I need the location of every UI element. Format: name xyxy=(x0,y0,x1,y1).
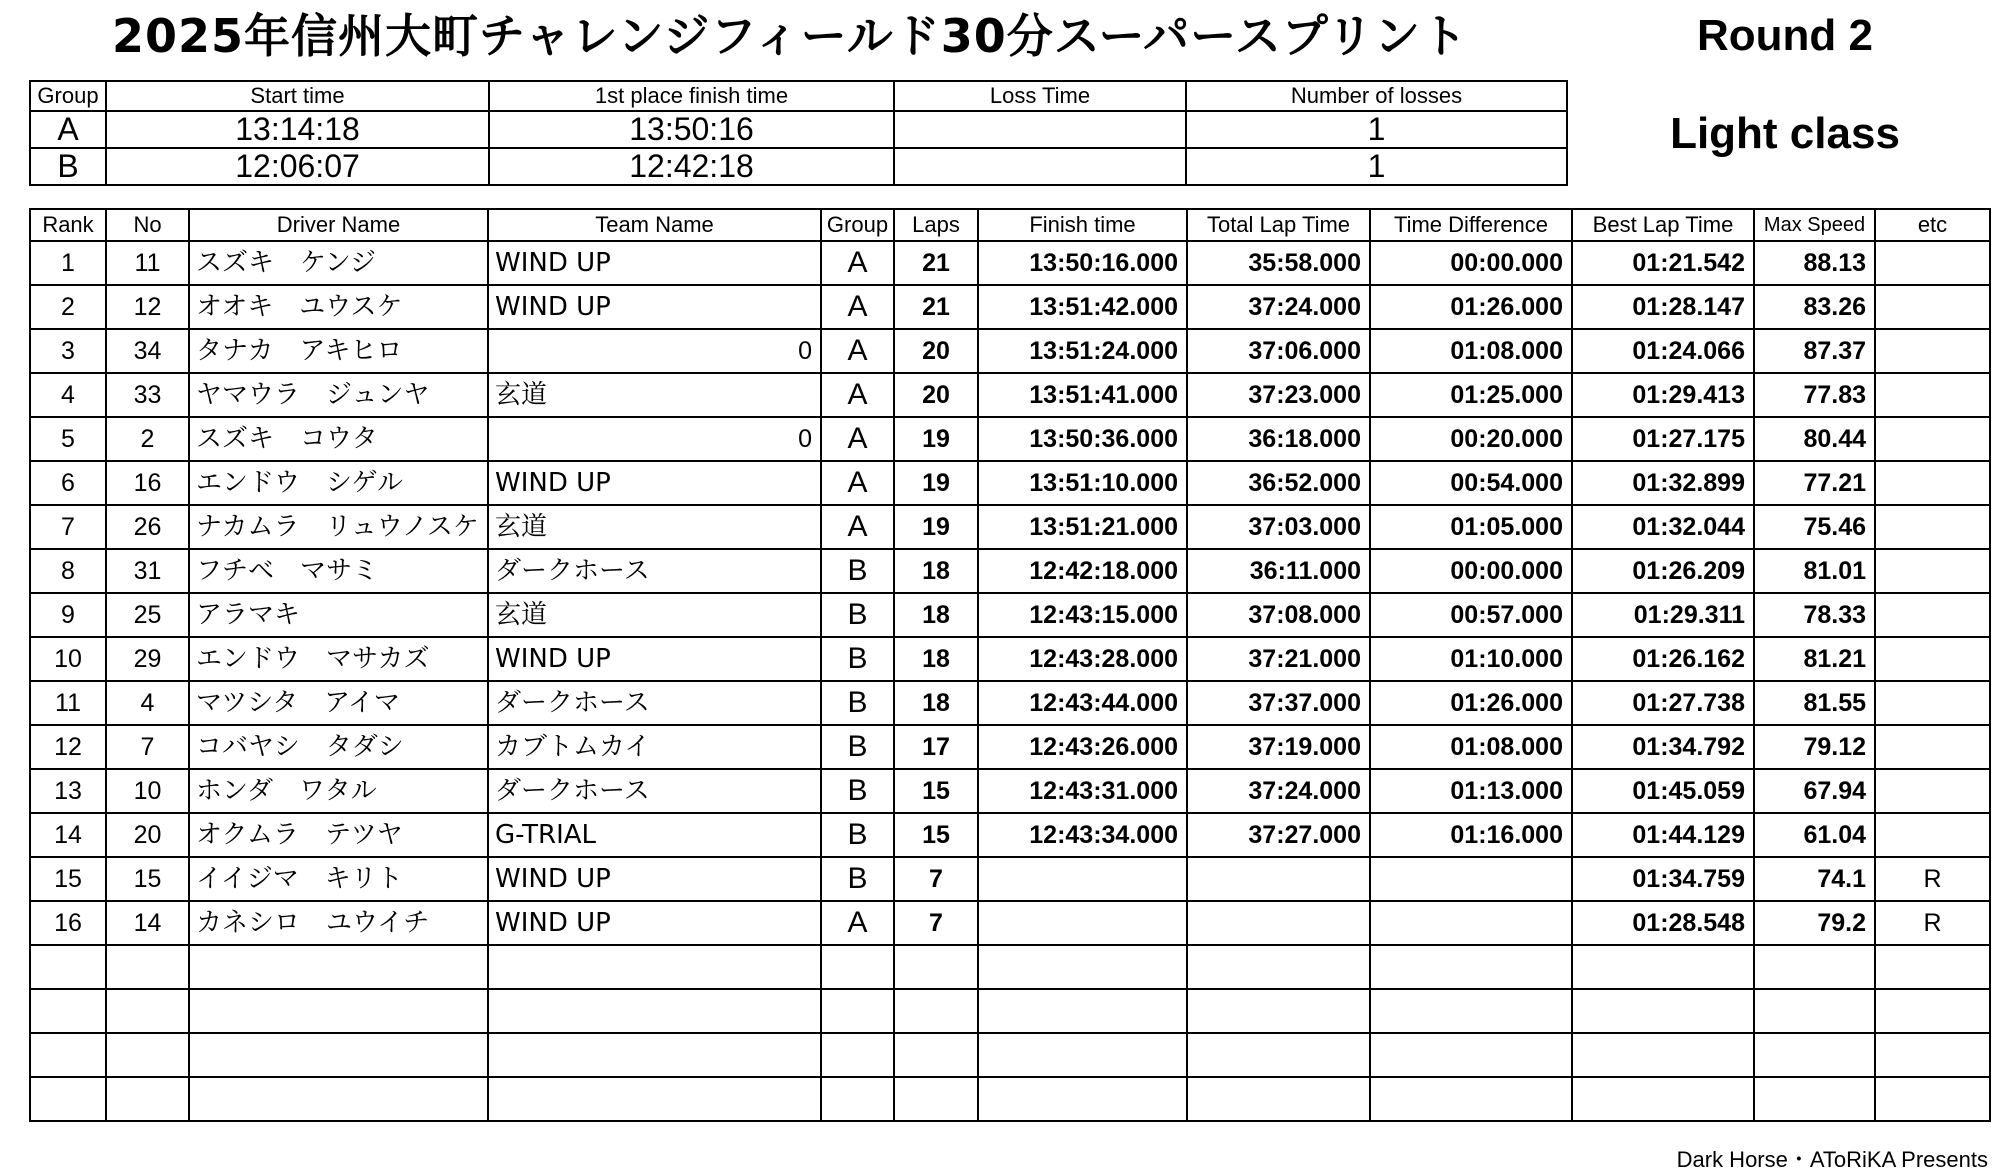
cell-etc xyxy=(1875,505,1990,549)
cell-total: 37:37.000 xyxy=(1187,681,1370,725)
table-row xyxy=(30,241,1990,285)
info-row xyxy=(30,148,1567,185)
table-row xyxy=(30,813,1990,857)
cell-best: 01:34.792 xyxy=(1572,725,1754,769)
cell-etc xyxy=(1875,725,1990,769)
cell-total: 36:18.000 xyxy=(1187,417,1370,461)
cell-etc xyxy=(1875,417,1990,461)
cell-laps: 20 xyxy=(894,329,978,373)
cell-best: 01:26.162 xyxy=(1572,637,1754,681)
cell-laps: 15 xyxy=(894,813,978,857)
cell-rank: 6 xyxy=(30,461,106,505)
cell-group: B xyxy=(821,857,894,901)
info-first-finish: 12:42:18 xyxy=(489,148,894,185)
cell-no: 12 xyxy=(106,285,189,329)
cell-total: 35:58.000 xyxy=(1187,241,1370,285)
empty-cell xyxy=(30,1077,106,1121)
empty-row xyxy=(30,989,1990,1033)
table-row xyxy=(30,725,1990,769)
cell-total: 37:06.000 xyxy=(1187,329,1370,373)
cell-rank: 5 xyxy=(30,417,106,461)
cell-group: B xyxy=(821,813,894,857)
cell-diff xyxy=(1370,857,1572,901)
footer-credit: Dark Horse・AToRiKA Presents xyxy=(1676,1147,1988,1172)
cell-laps: 18 xyxy=(894,593,978,637)
empty-cell xyxy=(488,945,821,989)
cell-rank: 3 xyxy=(30,329,106,373)
info-loss-time xyxy=(894,148,1186,185)
cell-finish: 12:43:28.000 xyxy=(978,637,1187,681)
cell-team: カブトムカイ xyxy=(488,725,821,769)
cell-no: 7 xyxy=(106,725,189,769)
cell-finish: 12:43:15.000 xyxy=(978,593,1187,637)
cell-driver: エンドウ シゲル xyxy=(189,461,488,505)
cell-finish: 12:43:31.000 xyxy=(978,769,1187,813)
cell-total xyxy=(1187,901,1370,945)
cell-group: B xyxy=(821,769,894,813)
cell-speed: 67.94 xyxy=(1754,769,1875,813)
header-driver: Driver Name xyxy=(189,209,488,241)
cell-driver: エンドウ マサカズ xyxy=(189,637,488,681)
empty-cell xyxy=(106,945,189,989)
cell-team: WIND UP xyxy=(488,857,821,901)
cell-speed: 81.21 xyxy=(1754,637,1875,681)
cell-driver: マツシタ アイマ xyxy=(189,681,488,725)
empty-cell xyxy=(488,1077,821,1121)
cell-total: 37:24.000 xyxy=(1187,285,1370,329)
cell-diff: 00:00.000 xyxy=(1370,549,1572,593)
cell-diff: 01:08.000 xyxy=(1370,725,1572,769)
cell-best: 01:26.209 xyxy=(1572,549,1754,593)
cell-group: A xyxy=(821,329,894,373)
cell-etc xyxy=(1875,285,1990,329)
table-row xyxy=(30,329,1990,373)
cell-etc xyxy=(1875,329,1990,373)
cell-no: 29 xyxy=(106,637,189,681)
info-group: B xyxy=(30,148,106,185)
cell-total: 36:52.000 xyxy=(1187,461,1370,505)
cell-driver: ホンダ ワタル xyxy=(189,769,488,813)
empty-cell xyxy=(978,945,1187,989)
table-row xyxy=(30,549,1990,593)
cell-speed: 79.12 xyxy=(1754,725,1875,769)
info-header-start: Start time xyxy=(106,81,489,111)
cell-speed: 77.21 xyxy=(1754,461,1875,505)
header-team: Team Name xyxy=(488,209,821,241)
cell-team: 0 xyxy=(488,329,821,373)
info-header-first-finish: 1st place finish time xyxy=(489,81,894,111)
empty-cell xyxy=(1572,989,1754,1033)
cell-speed: 83.26 xyxy=(1754,285,1875,329)
header-best: Best Lap Time xyxy=(1572,209,1754,241)
empty-cell xyxy=(488,989,821,1033)
info-start-time: 12:06:07 xyxy=(106,148,489,185)
cell-diff: 00:20.000 xyxy=(1370,417,1572,461)
cell-finish: 13:51:24.000 xyxy=(978,329,1187,373)
empty-cell xyxy=(1370,945,1572,989)
cell-etc xyxy=(1875,373,1990,417)
table-row xyxy=(30,681,1990,725)
empty-cell xyxy=(978,1077,1187,1121)
table-row xyxy=(30,593,1990,637)
cell-no: 4 xyxy=(106,681,189,725)
cell-diff: 01:25.000 xyxy=(1370,373,1572,417)
cell-best: 01:28.147 xyxy=(1572,285,1754,329)
empty-cell xyxy=(1875,945,1990,989)
cell-etc xyxy=(1875,769,1990,813)
empty-cell xyxy=(30,989,106,1033)
cell-group: A xyxy=(821,417,894,461)
cell-no: 33 xyxy=(106,373,189,417)
cell-laps: 17 xyxy=(894,725,978,769)
empty-cell xyxy=(30,945,106,989)
cell-speed: 88.13 xyxy=(1754,241,1875,285)
cell-group: A xyxy=(821,373,894,417)
header-group: Group xyxy=(821,209,894,241)
empty-cell xyxy=(1875,1033,1990,1077)
table-row xyxy=(30,461,1990,505)
cell-laps: 7 xyxy=(894,857,978,901)
cell-diff: 01:10.000 xyxy=(1370,637,1572,681)
cell-speed: 75.46 xyxy=(1754,505,1875,549)
empty-row xyxy=(30,945,1990,989)
cell-group: B xyxy=(821,549,894,593)
cell-group: A xyxy=(821,505,894,549)
info-row xyxy=(30,111,1567,148)
cell-rank: 2 xyxy=(30,285,106,329)
results-table xyxy=(29,208,1991,1122)
cell-rank: 14 xyxy=(30,813,106,857)
cell-laps: 20 xyxy=(894,373,978,417)
table-row xyxy=(30,857,1990,901)
cell-etc xyxy=(1875,637,1990,681)
cell-group: B xyxy=(821,593,894,637)
cell-rank: 16 xyxy=(30,901,106,945)
cell-finish: 13:51:41.000 xyxy=(978,373,1187,417)
round-label: Round 2 xyxy=(1697,11,1873,60)
cell-diff: 00:00.000 xyxy=(1370,241,1572,285)
cell-laps: 7 xyxy=(894,901,978,945)
empty-cell xyxy=(1370,1033,1572,1077)
header-laps: Laps xyxy=(894,209,978,241)
results-header-row xyxy=(30,209,1990,241)
cell-team: WIND UP xyxy=(488,285,821,329)
table-row xyxy=(30,637,1990,681)
empty-cell xyxy=(1370,989,1572,1033)
cell-best: 01:28.548 xyxy=(1572,901,1754,945)
header-finish: Finish time xyxy=(978,209,1187,241)
cell-speed: 79.2 xyxy=(1754,901,1875,945)
table-row xyxy=(30,373,1990,417)
empty-cell xyxy=(488,1033,821,1077)
info-first-finish: 13:50:16 xyxy=(489,111,894,148)
table-row xyxy=(30,417,1990,461)
cell-no: 20 xyxy=(106,813,189,857)
page-title: 2025年信州大町チャレンジフィールド30分スーパースプリント xyxy=(111,9,1469,63)
cell-diff: 00:54.000 xyxy=(1370,461,1572,505)
cell-group: A xyxy=(821,285,894,329)
cell-rank: 8 xyxy=(30,549,106,593)
class-label: Light class xyxy=(1670,109,1900,158)
cell-speed: 78.33 xyxy=(1754,593,1875,637)
cell-rank: 7 xyxy=(30,505,106,549)
cell-etc: R xyxy=(1875,901,1990,945)
cell-laps: 19 xyxy=(894,417,978,461)
cell-group: B xyxy=(821,725,894,769)
cell-driver: カネシロ ユウイチ xyxy=(189,901,488,945)
cell-finish: 13:51:21.000 xyxy=(978,505,1187,549)
cell-total: 37:19.000 xyxy=(1187,725,1370,769)
cell-finish: 13:50:16.000 xyxy=(978,241,1187,285)
empty-cell xyxy=(1572,1077,1754,1121)
cell-finish: 12:43:44.000 xyxy=(978,681,1187,725)
empty-cell xyxy=(1875,1077,1990,1121)
empty-row xyxy=(30,1033,1990,1077)
info-header-losses: Number of losses xyxy=(1186,81,1567,111)
empty-cell xyxy=(1187,989,1370,1033)
empty-cell xyxy=(189,1033,488,1077)
empty-cell xyxy=(821,1033,894,1077)
cell-speed: 81.01 xyxy=(1754,549,1875,593)
empty-cell xyxy=(1187,945,1370,989)
cell-diff: 01:26.000 xyxy=(1370,285,1572,329)
cell-best: 01:32.899 xyxy=(1572,461,1754,505)
cell-rank: 4 xyxy=(30,373,106,417)
cell-total: 37:27.000 xyxy=(1187,813,1370,857)
cell-best: 01:29.413 xyxy=(1572,373,1754,417)
cell-finish xyxy=(978,901,1187,945)
cell-speed: 74.1 xyxy=(1754,857,1875,901)
info-losses: 1 xyxy=(1186,111,1567,148)
cell-best: 01:44.129 xyxy=(1572,813,1754,857)
cell-etc xyxy=(1875,813,1990,857)
header-speed: Max Speed xyxy=(1754,209,1875,241)
cell-driver: スズキ コウタ xyxy=(189,417,488,461)
empty-row xyxy=(30,1077,1990,1121)
empty-cell xyxy=(894,1077,978,1121)
empty-cell xyxy=(106,989,189,1033)
info-loss-time xyxy=(894,111,1186,148)
cell-no: 15 xyxy=(106,857,189,901)
cell-rank: 13 xyxy=(30,769,106,813)
cell-speed: 87.37 xyxy=(1754,329,1875,373)
cell-best: 01:21.542 xyxy=(1572,241,1754,285)
cell-driver: ナカムラ リュウノスケ xyxy=(189,505,488,549)
cell-speed: 61.04 xyxy=(1754,813,1875,857)
empty-cell xyxy=(1572,945,1754,989)
cell-rank: 15 xyxy=(30,857,106,901)
table-row xyxy=(30,505,1990,549)
empty-cell xyxy=(1754,989,1875,1033)
cell-laps: 19 xyxy=(894,505,978,549)
cell-group: A xyxy=(821,461,894,505)
cell-driver: フチベ マサミ xyxy=(189,549,488,593)
empty-cell xyxy=(1754,945,1875,989)
cell-best: 01:27.738 xyxy=(1572,681,1754,725)
cell-no: 25 xyxy=(106,593,189,637)
empty-cell xyxy=(1370,1077,1572,1121)
empty-cell xyxy=(1187,1077,1370,1121)
empty-cell xyxy=(894,945,978,989)
empty-cell xyxy=(821,989,894,1033)
cell-speed: 77.83 xyxy=(1754,373,1875,417)
cell-driver: スズキ ケンジ xyxy=(189,241,488,285)
cell-total: 37:21.000 xyxy=(1187,637,1370,681)
cell-no: 11 xyxy=(106,241,189,285)
empty-cell xyxy=(106,1033,189,1077)
cell-diff: 01:08.000 xyxy=(1370,329,1572,373)
cell-total: 37:08.000 xyxy=(1187,593,1370,637)
cell-team: WIND UP xyxy=(488,241,821,285)
empty-cell xyxy=(894,1033,978,1077)
empty-cell xyxy=(894,989,978,1033)
table-row xyxy=(30,285,1990,329)
cell-total: 36:11.000 xyxy=(1187,549,1370,593)
cell-group: A xyxy=(821,901,894,945)
info-group: A xyxy=(30,111,106,148)
table-row xyxy=(30,901,1990,945)
cell-driver: ヤマウラ ジュンヤ xyxy=(189,373,488,417)
cell-best: 01:24.066 xyxy=(1572,329,1754,373)
info-header-loss-time: Loss Time xyxy=(894,81,1186,111)
cell-team: ダークホース xyxy=(488,549,821,593)
cell-best: 01:27.175 xyxy=(1572,417,1754,461)
cell-driver: オオキ ユウスケ xyxy=(189,285,488,329)
cell-etc xyxy=(1875,241,1990,285)
empty-cell xyxy=(1875,989,1990,1033)
empty-cell xyxy=(978,989,1187,1033)
empty-cell xyxy=(978,1033,1187,1077)
cell-rank: 10 xyxy=(30,637,106,681)
cell-team: ダークホース xyxy=(488,681,821,725)
empty-cell xyxy=(1754,1033,1875,1077)
cell-no: 34 xyxy=(106,329,189,373)
cell-team: WIND UP xyxy=(488,637,821,681)
cell-driver: アラマキ xyxy=(189,593,488,637)
cell-no: 31 xyxy=(106,549,189,593)
cell-laps: 19 xyxy=(894,461,978,505)
cell-etc xyxy=(1875,593,1990,637)
cell-diff: 01:16.000 xyxy=(1370,813,1572,857)
empty-cell xyxy=(1572,1033,1754,1077)
group-info-table xyxy=(29,80,1568,186)
header-total: Total Lap Time xyxy=(1187,209,1370,241)
cell-group: A xyxy=(821,241,894,285)
cell-laps: 15 xyxy=(894,769,978,813)
cell-finish: 12:42:18.000 xyxy=(978,549,1187,593)
info-start-time: 13:14:18 xyxy=(106,111,489,148)
cell-rank: 11 xyxy=(30,681,106,725)
cell-speed: 81.55 xyxy=(1754,681,1875,725)
header-no: No xyxy=(106,209,189,241)
cell-laps: 21 xyxy=(894,285,978,329)
cell-rank: 1 xyxy=(30,241,106,285)
cell-team: WIND UP xyxy=(488,461,821,505)
header-diff: Time Difference xyxy=(1370,209,1572,241)
cell-group: B xyxy=(821,637,894,681)
header-etc: etc xyxy=(1875,209,1990,241)
empty-cell xyxy=(189,989,488,1033)
cell-team: ダークホース xyxy=(488,769,821,813)
cell-speed: 80.44 xyxy=(1754,417,1875,461)
cell-etc xyxy=(1875,681,1990,725)
cell-no: 14 xyxy=(106,901,189,945)
cell-laps: 18 xyxy=(894,681,978,725)
cell-team: 0 xyxy=(488,417,821,461)
cell-finish: 12:43:34.000 xyxy=(978,813,1187,857)
cell-laps: 18 xyxy=(894,549,978,593)
cell-finish: 12:43:26.000 xyxy=(978,725,1187,769)
cell-finish xyxy=(978,857,1187,901)
cell-finish: 13:51:42.000 xyxy=(978,285,1187,329)
cell-team: 玄道 xyxy=(488,505,821,549)
cell-diff: 00:57.000 xyxy=(1370,593,1572,637)
cell-team: 玄道 xyxy=(488,593,821,637)
cell-driver: タナカ アキヒロ xyxy=(189,329,488,373)
cell-driver: コバヤシ タダシ xyxy=(189,725,488,769)
cell-etc xyxy=(1875,461,1990,505)
cell-team: WIND UP xyxy=(488,901,821,945)
cell-diff: 01:13.000 xyxy=(1370,769,1572,813)
empty-cell xyxy=(1187,1033,1370,1077)
info-header-row xyxy=(30,81,1567,111)
table-row xyxy=(30,769,1990,813)
cell-no: 2 xyxy=(106,417,189,461)
cell-total: 37:24.000 xyxy=(1187,769,1370,813)
cell-total: 37:03.000 xyxy=(1187,505,1370,549)
cell-no: 16 xyxy=(106,461,189,505)
empty-cell xyxy=(189,1077,488,1121)
cell-team: G-TRIAL xyxy=(488,813,821,857)
empty-cell xyxy=(821,945,894,989)
cell-finish: 13:50:36.000 xyxy=(978,417,1187,461)
cell-team: 玄道 xyxy=(488,373,821,417)
cell-etc: R xyxy=(1875,857,1990,901)
cell-finish: 13:51:10.000 xyxy=(978,461,1187,505)
header-rank: Rank xyxy=(30,209,106,241)
cell-total xyxy=(1187,857,1370,901)
empty-cell xyxy=(1754,1077,1875,1121)
empty-cell xyxy=(821,1077,894,1121)
cell-rank: 12 xyxy=(30,725,106,769)
cell-laps: 18 xyxy=(894,637,978,681)
cell-best: 01:32.044 xyxy=(1572,505,1754,549)
cell-etc xyxy=(1875,549,1990,593)
cell-driver: イイジマ キリト xyxy=(189,857,488,901)
cell-laps: 21 xyxy=(894,241,978,285)
cell-diff xyxy=(1370,901,1572,945)
empty-cell xyxy=(30,1033,106,1077)
cell-rank: 9 xyxy=(30,593,106,637)
cell-total: 37:23.000 xyxy=(1187,373,1370,417)
cell-driver: オクムラ テツヤ xyxy=(189,813,488,857)
info-losses: 1 xyxy=(1186,148,1567,185)
cell-best: 01:29.311 xyxy=(1572,593,1754,637)
empty-cell xyxy=(106,1077,189,1121)
cell-no: 26 xyxy=(106,505,189,549)
cell-no: 10 xyxy=(106,769,189,813)
cell-diff: 01:26.000 xyxy=(1370,681,1572,725)
empty-cell xyxy=(189,945,488,989)
info-header-group: Group xyxy=(30,81,106,111)
cell-diff: 01:05.000 xyxy=(1370,505,1572,549)
cell-best: 01:34.759 xyxy=(1572,857,1754,901)
cell-best: 01:45.059 xyxy=(1572,769,1754,813)
cell-group: B xyxy=(821,681,894,725)
